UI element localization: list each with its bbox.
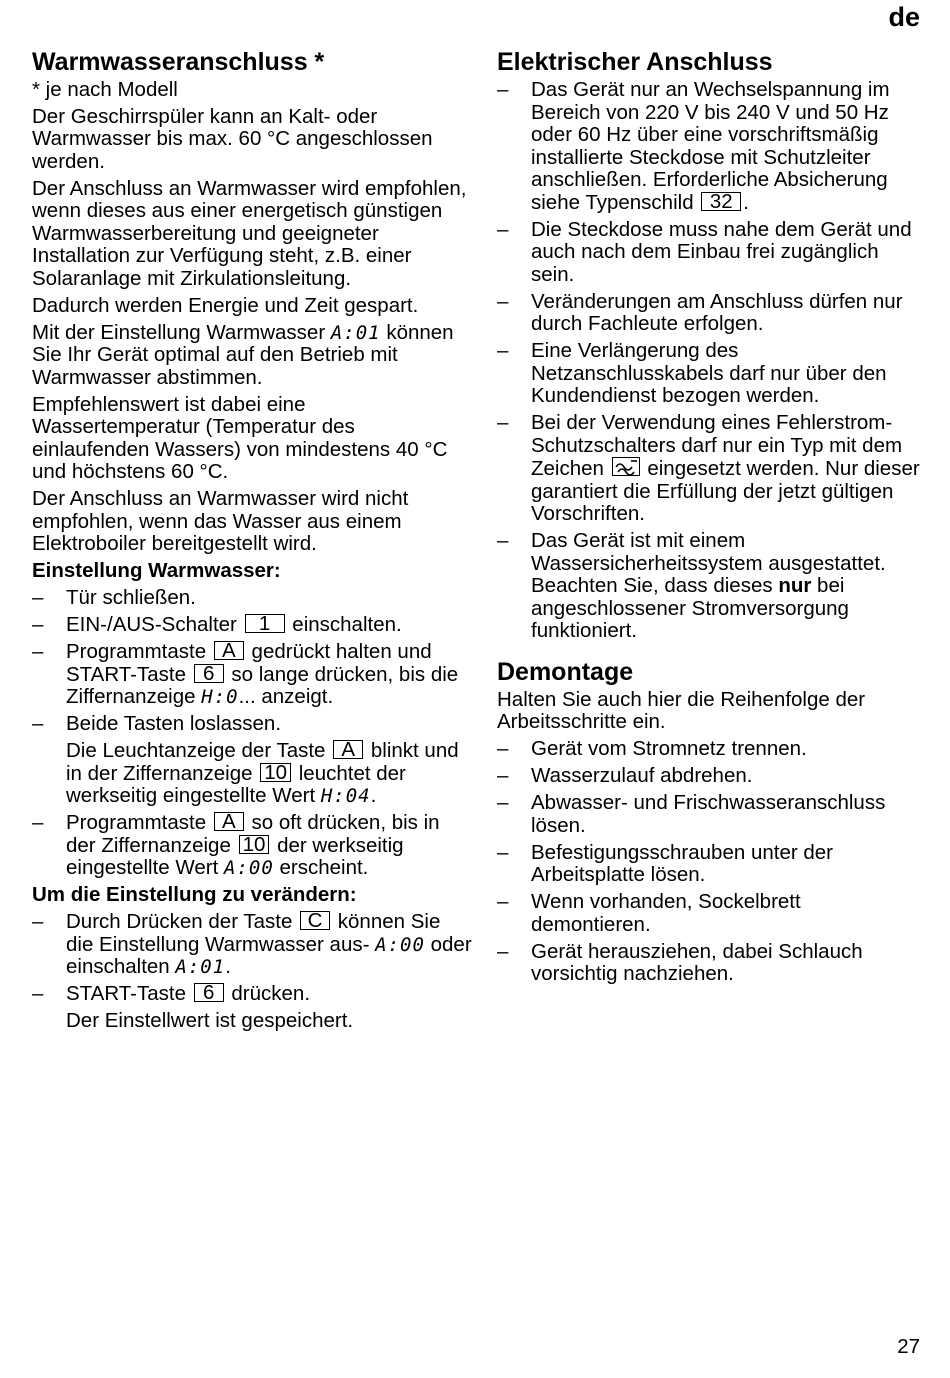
list-item: – Beide Tasten loslassen. [32, 712, 282, 735]
list-item: – Durch Drücken der Taste C können Sie die Einstellung Warmwasser aus- A:00 oder einschalten A:01. [32, 909, 472, 978]
steps-list [32, 587, 472, 880]
subheading-einstellung: Einstellung Warmwasser: [32, 559, 281, 582]
section-title-demontage: Demontage [497, 657, 634, 686]
key-box: 10 [260, 763, 291, 782]
list-item: – Wasserzulauf abdrehen. [497, 764, 753, 787]
paragraph: Halten Sie auch hier die Reihenfolge der Arbeitsschritte ein. [497, 687, 866, 733]
paragraph: Empfehlenswert ist dabei eine Wassertemperatur (Temperatur des einlaufenden Wassers) von mindestens 40 °C und höchstens 60 °C. [32, 392, 448, 483]
key-box: 10 [239, 835, 270, 854]
key-box: 1 [245, 614, 285, 633]
list-item: – Programmtaste A gedrückt halten und START-Taste 6 so lange drücken, bis die Ziffernanzeige H:0... anzeigt. [32, 639, 459, 708]
list-item: – Das Gerät ist mit einem Wassersicherheitssystem ausgestattet. Beachten Sie, dass dieses nur bei angeschlossener Stromversorgung funktioniert. [497, 529, 886, 642]
paragraph: Der Anschluss an Warmwasser wird empfohlen, wenn dieses aus einer energetisch günstigen Warmwasserbereitung und geeigneter Installation zur Verfügung steht, z.B. einer Solaranlage mit Zirkulationsleitung. [32, 176, 467, 290]
list-item: – Veränderungen am Anschluss dürfen nur durch Fachleute erfolgen. [497, 289, 903, 335]
list-item-continuation: Der Einstellwert ist gespeichert. [66, 1009, 354, 1032]
model-note: * je nach Modell [32, 78, 178, 101]
list-item: – Abwasser- und Frischwasseranschluss lösen. [497, 791, 886, 837]
key-box: 6 [194, 983, 224, 1002]
list-item: – Das Gerät nur an Wechselspannung im Bereich von 220 V bis 240 V und 50 Hz oder 60 Hz über eine vorschriftsmäßig installierte Steckdose mit Schutzleiter anschließen. Erforderliche Absicherung siehe Typenschild 32 . [497, 78, 890, 214]
display-code: A:01 [175, 956, 226, 978]
list-item: – EIN-/AUS-Schalter 1 einschalten. [32, 612, 402, 636]
list-item: – Eine Verlängerung des Netzanschlusskabels darf nur über den Kundendienst bezogen werden. [497, 339, 887, 407]
language-tag: de [888, 2, 920, 32]
display-code: H:04 [320, 785, 371, 807]
list-item: – Programmtaste A so oft drücken, bis in der Ziffernanzeige 10 der werkseitig eingestellte Wert A:00 erscheint. [32, 810, 440, 879]
key-box: 6 [194, 664, 224, 683]
key-box: 32 [701, 192, 741, 211]
key-box: A [214, 812, 244, 831]
list-item: – Die Steckdose muss nahe dem Gerät und auch nach dem Einbau frei zugänglich sein. [497, 217, 912, 286]
list-item: – Gerät vom Stromnetz trennen. [497, 737, 807, 760]
key-box: A [214, 641, 244, 660]
list-item-continuation: Die Leuchtanzeige der Taste A blinkt und in der Ziffernanzeige 10 leuchtet der werkseitig eingestellte Wert H:04. [66, 738, 459, 807]
section-title-elektrischer-anschluss: Elektrischer Anschluss [497, 48, 773, 76]
section-title-warmwasseranschluss: Warmwasseranschluss * [32, 48, 325, 76]
page-number: 27 [897, 1334, 920, 1358]
list-item: – Wenn vorhanden, Sockelbrett demontieren. [497, 890, 801, 936]
paragraph: Der Geschirrspüler kann an Kalt- oder Warmwasser bis max. 60 °C angeschlossen werden. [32, 104, 433, 173]
change-list [32, 911, 472, 1033]
display-code: A:00 [224, 857, 274, 879]
display-code: A:01 [330, 321, 381, 344]
list-item: – Gerät herausziehen, dabei Schlauch vorsichtig nachziehen. [497, 939, 863, 985]
list-item: – Bei der Verwendung eines Fehlerstrom-Schutzschalters darf nur ein Typ mit dem Zeichen eingesetzt werden. Nur dieser garantiert die Erfüllung der jetzt gültigen Vorschriften. [497, 411, 920, 525]
paragraph: Mit der Einstellung Warmwasser A:01 können Sie Ihr Gerät optimal auf den Betrieb mit Warmwasser abstimmen. [32, 320, 454, 389]
list-item: – Befestigungsschrauben unter der Arbeitsplatte lösen. [497, 840, 834, 886]
list-item: – START-Taste 6 drücken. [32, 981, 311, 1005]
key-box: A [333, 740, 363, 759]
paragraph: Dadurch werden Energie und Zeit gespart. [32, 293, 419, 317]
right-column [497, 47, 922, 990]
electrical-list [497, 79, 922, 643]
rcd-symbol-icon [612, 457, 640, 476]
paragraph: Der Anschluss an Warmwasser wird nicht empfohlen, wenn das Wasser aus einem Elektroboiler bereitgestellt wird. [32, 487, 409, 555]
left-column [32, 47, 472, 1037]
display-code: H:0 [201, 686, 239, 708]
demontage-list [497, 738, 922, 986]
subheading-einstellung-aendern: Um die Einstellung zu verändern: [32, 883, 357, 906]
display-code: A:00 [375, 933, 425, 956]
list-item: – Tür schließen. [32, 586, 196, 609]
key-box: C [300, 911, 330, 930]
